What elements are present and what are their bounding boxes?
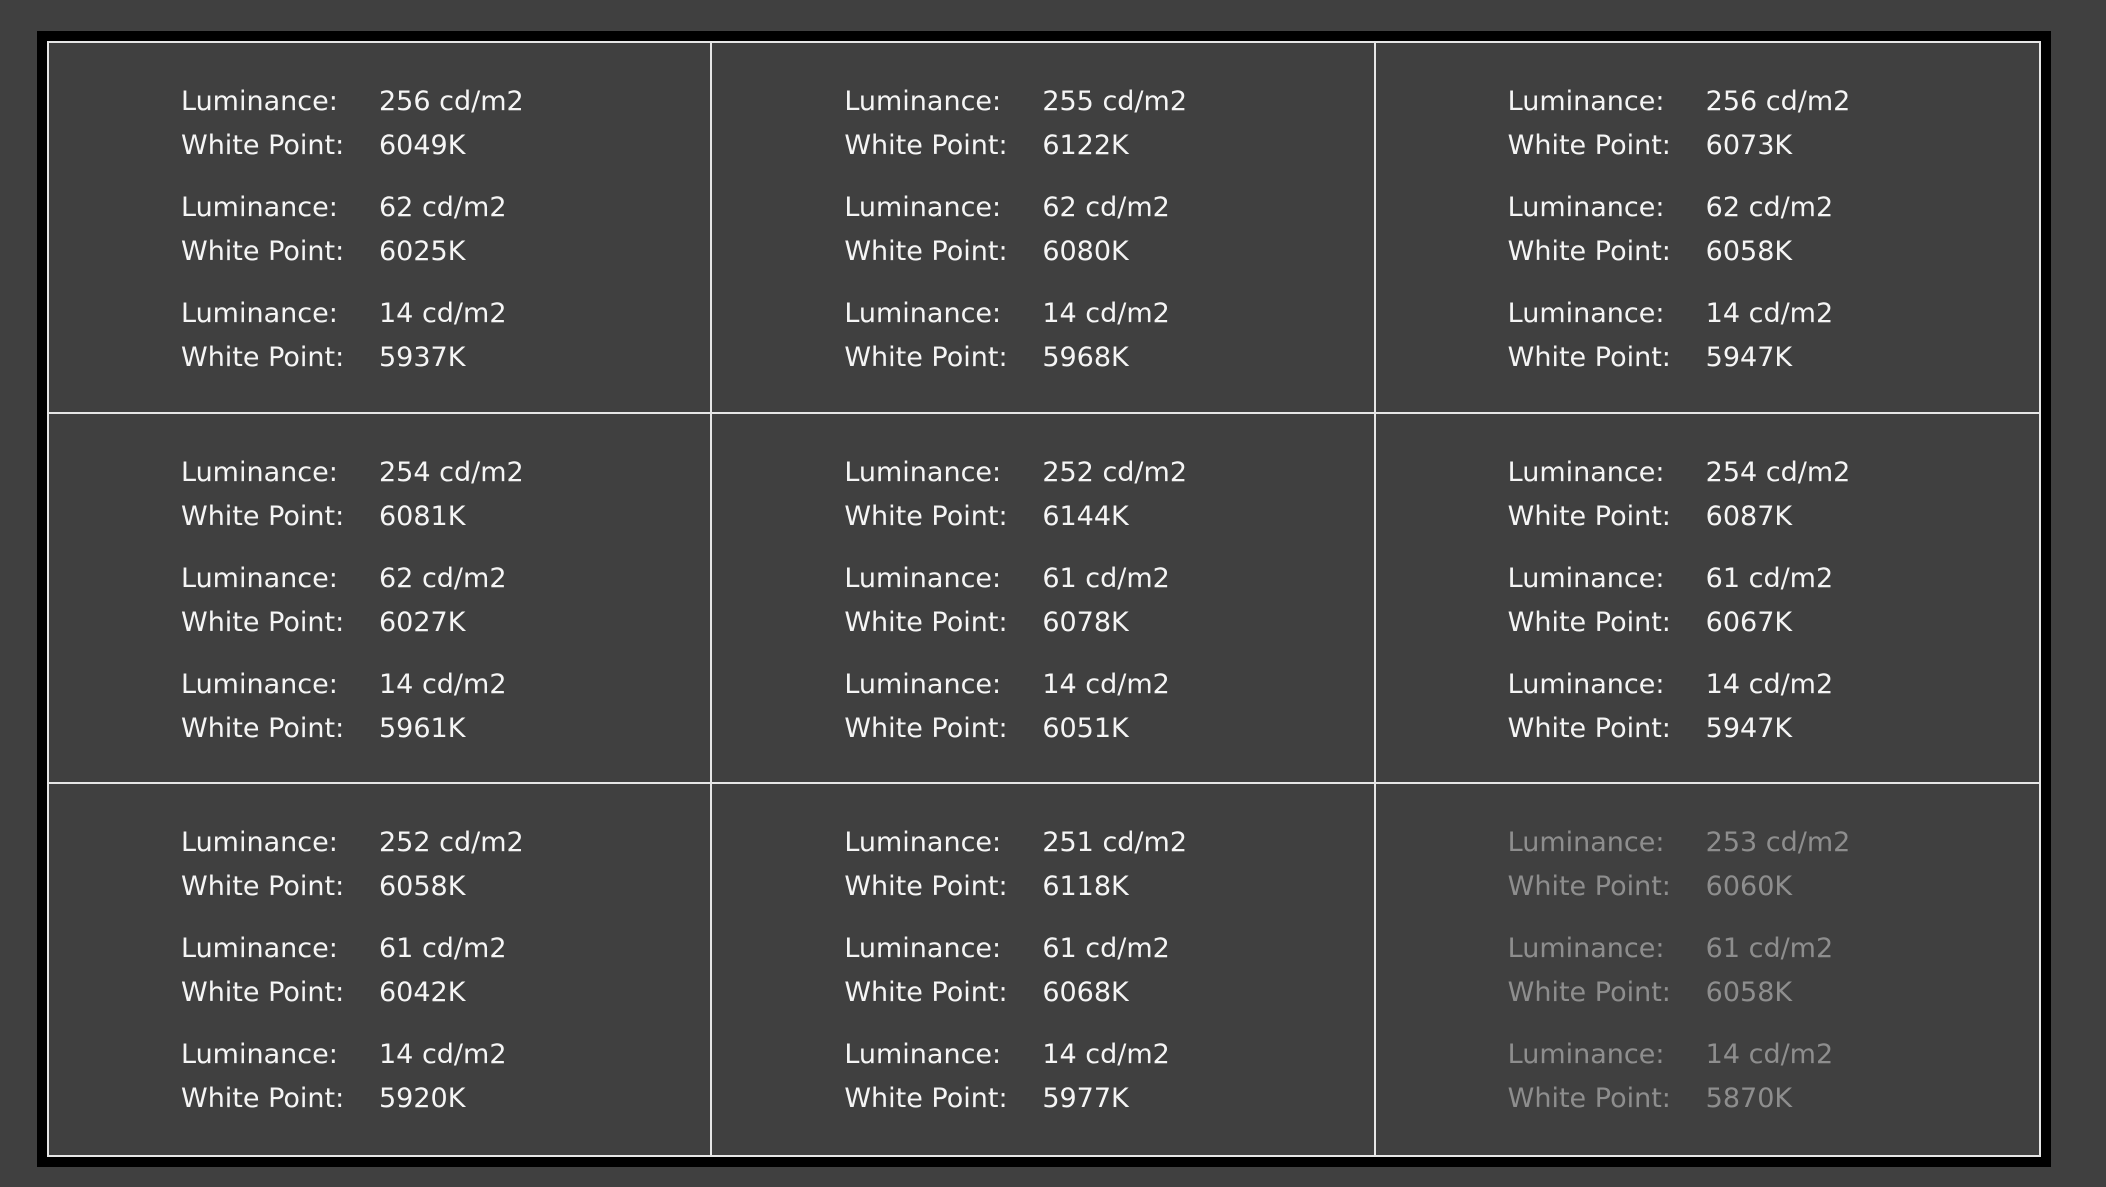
white-point-row [844,495,1187,539]
white-point-label: White Point: [181,871,345,903]
luminance-label: Luminance: [1507,1039,1665,1071]
white-point-value: 5947K [1705,342,1793,373]
white-point-row [844,336,1187,380]
white-point-value: 6144K [1042,500,1129,532]
measurement-group [844,663,1187,751]
grid-cell-bottom-right [1376,784,2039,1155]
white-point-value: 6058K [1705,977,1793,1009]
white-point-row [1508,971,1851,1015]
luminance-value: 14 cd/m2 [1042,298,1170,329]
white-point-label: White Point: [181,1083,345,1115]
measurement-group [844,80,1187,168]
white-point-value: 6042K [379,977,466,1009]
white-point-value: 5968K [1042,342,1129,373]
grid-cell-bottom-center [712,784,1375,1155]
white-point-label: White Point: [844,130,1008,161]
luminance-value: 254 cd/m2 [1705,456,1851,488]
measurement-group [1508,292,1851,380]
white-point-label: White Point: [1507,712,1671,744]
white-point-label: White Point: [181,342,345,373]
measurement-group [844,557,1187,645]
white-point-row [1508,336,1851,380]
white-point-row [1508,230,1851,274]
white-point-row [1508,601,1851,645]
luminance-label: Luminance: [1507,827,1665,859]
white-point-label: White Point: [844,712,1008,744]
grid-cell-top-center [712,43,1375,414]
white-point-label: White Point: [1507,871,1671,903]
measurement-group [181,557,524,645]
measurement-group [844,292,1187,380]
luminance-value: 256 cd/m2 [379,86,524,117]
white-point-row [844,971,1187,1015]
white-point-row [844,230,1187,274]
luminance-label: Luminance: [181,827,338,859]
white-point-value: 5961K [379,712,466,744]
white-point-label: White Point: [181,977,345,1009]
luminance-row [844,557,1187,601]
luminance-row [181,821,524,865]
white-point-row [844,865,1187,909]
white-point-label: White Point: [181,712,345,744]
white-point-row [844,124,1187,168]
uniformity-grid [47,41,2041,1157]
cell-measurements [844,80,1187,398]
measurement-group [1508,557,1851,645]
luminance-value: 255 cd/m2 [1042,86,1188,117]
luminance-label: Luminance: [1507,562,1665,594]
white-point-value: 6068K [1042,977,1129,1009]
luminance-value: 61 cd/m2 [1705,933,1834,965]
white-point-row [1508,495,1851,539]
white-point-label: White Point: [181,130,345,161]
white-point-row [1508,124,1851,168]
luminance-label: Luminance: [181,933,338,965]
luminance-value: 253 cd/m2 [1705,827,1851,859]
white-point-value: 6087K [1705,500,1793,532]
white-point-row [181,124,524,168]
measurement-group [1508,1033,1851,1121]
luminance-row [1508,663,1851,707]
luminance-row [181,186,524,230]
white-point-value: 6058K [1705,236,1793,267]
white-point-label: White Point: [1507,130,1671,161]
luminance-row [1508,186,1851,230]
luminance-row [844,1033,1187,1077]
white-point-row [844,707,1187,751]
luminance-value: 256 cd/m2 [1705,86,1851,117]
white-point-value: 6051K [1042,712,1129,744]
white-point-row [181,971,524,1015]
cell-measurements [844,821,1187,1139]
white-point-value: 5870K [1705,1083,1793,1115]
white-point-value: 6122K [1042,130,1129,161]
white-point-value: 6081K [379,500,466,532]
luminance-value: 14 cd/m2 [1705,668,1834,700]
white-point-row [181,601,524,645]
grid-cell-middle-right [1376,414,2039,785]
measurement-group [181,1033,524,1121]
white-point-row [181,1077,524,1121]
cell-measurements [1508,80,1851,398]
white-point-value: 5937K [379,342,466,373]
white-point-value: 6078K [1042,606,1129,638]
luminance-label: Luminance: [1507,933,1665,965]
measurement-group [1508,663,1851,751]
measurement-group [181,821,524,909]
white-point-label: White Point: [1507,1083,1671,1115]
white-point-row [181,230,524,274]
measurement-group [1508,80,1851,168]
luminance-value: 62 cd/m2 [1042,192,1170,223]
white-point-label: White Point: [844,500,1008,532]
white-point-value: 5977K [1042,1083,1129,1115]
luminance-label: Luminance: [844,298,1002,329]
measurement-group [844,186,1187,274]
luminance-row [181,663,524,707]
luminance-row [844,451,1187,495]
luminance-row [181,557,524,601]
white-point-label: White Point: [1507,606,1671,638]
luminance-row [181,292,524,336]
cell-measurements [1508,451,1851,769]
luminance-row [181,80,524,124]
white-point-label: White Point: [1507,977,1671,1009]
luminance-value: 251 cd/m2 [1042,827,1188,859]
white-point-row [1508,707,1851,751]
luminance-row [1508,80,1851,124]
luminance-label: Luminance: [844,456,1002,488]
white-point-value: 6025K [379,236,466,267]
white-point-label: White Point: [1507,342,1671,373]
measurement-group [181,80,524,168]
luminance-label: Luminance: [844,86,1002,117]
luminance-label: Luminance: [1507,298,1665,329]
luminance-value: 14 cd/m2 [1042,1039,1170,1071]
luminance-row [844,663,1187,707]
white-point-value: 6027K [379,606,466,638]
white-point-label: White Point: [844,1083,1008,1115]
white-point-value: 6060K [1705,871,1793,903]
cell-measurements [181,451,524,769]
white-point-label: White Point: [844,977,1008,1009]
measurement-group [181,292,524,380]
luminance-row [844,292,1187,336]
grid-cell-top-left [49,43,712,414]
measurement-group [181,451,524,539]
luminance-label: Luminance: [844,933,1002,965]
white-point-value: 6118K [1042,871,1129,903]
white-point-value: 5947K [1705,712,1793,744]
white-point-row [844,601,1187,645]
luminance-row [1508,557,1851,601]
white-point-value: 6067K [1705,606,1793,638]
luminance-row [181,451,524,495]
grid-cell-bottom-left [49,784,712,1155]
white-point-row [181,865,524,909]
luminance-label: Luminance: [181,86,338,117]
luminance-label: Luminance: [844,192,1002,223]
luminance-row [844,821,1187,865]
measurement-group [1508,927,1851,1015]
white-point-label: White Point: [1507,500,1671,532]
luminance-value: 61 cd/m2 [379,933,507,965]
luminance-value: 62 cd/m2 [1705,192,1834,223]
white-point-value: 6080K [1042,236,1129,267]
white-point-label: White Point: [181,236,345,267]
cell-measurements [1508,821,1851,1139]
luminance-value: 14 cd/m2 [1705,298,1834,329]
measurement-group [181,663,524,751]
luminance-value: 254 cd/m2 [379,456,524,488]
measurement-group [181,186,524,274]
luminance-row [1508,451,1851,495]
luminance-value: 61 cd/m2 [1705,562,1834,594]
luminance-row [844,80,1187,124]
luminance-value: 14 cd/m2 [379,1039,507,1071]
white-point-value: 6058K [379,871,466,903]
luminance-label: Luminance: [181,192,338,223]
white-point-row [1508,865,1851,909]
luminance-row [181,927,524,971]
cell-measurements [844,451,1187,769]
luminance-row [1508,927,1851,971]
white-point-row [181,495,524,539]
luminance-label: Luminance: [1507,668,1665,700]
measurement-group [1508,821,1851,909]
luminance-value: 14 cd/m2 [1705,1039,1834,1071]
luminance-row [1508,821,1851,865]
white-point-label: White Point: [181,606,345,638]
white-point-label: White Point: [844,871,1008,903]
luminance-label: Luminance: [1507,456,1665,488]
luminance-value: 62 cd/m2 [379,192,507,223]
luminance-label: Luminance: [844,562,1002,594]
luminance-value: 62 cd/m2 [379,562,507,594]
white-point-value: 6049K [379,130,466,161]
luminance-row [1508,292,1851,336]
luminance-label: Luminance: [181,562,338,594]
measurement-group [844,1033,1187,1121]
white-point-value: 6073K [1705,130,1793,161]
luminance-label: Luminance: [844,1039,1002,1071]
luminance-label: Luminance: [844,827,1002,859]
luminance-value: 14 cd/m2 [1042,668,1170,700]
grid-cell-middle-left [49,414,712,785]
luminance-label: Luminance: [181,298,338,329]
cell-measurements [181,80,524,398]
luminance-value: 14 cd/m2 [379,298,507,329]
measurement-group [844,821,1187,909]
white-point-label: White Point: [1507,236,1671,267]
grid-cell-center [712,414,1375,785]
luminance-label: Luminance: [181,1039,338,1071]
luminance-row [844,186,1187,230]
luminance-label: Luminance: [181,456,338,488]
white-point-label: White Point: [844,342,1008,373]
luminance-row [1508,1033,1851,1077]
luminance-label: Luminance: [844,668,1002,700]
luminance-value: 252 cd/m2 [1042,456,1188,488]
measurement-group [1508,451,1851,539]
white-point-label: White Point: [844,236,1008,267]
luminance-row [181,1033,524,1077]
luminance-label: Luminance: [1507,86,1665,117]
white-point-row [181,707,524,751]
white-point-value: 5920K [379,1083,466,1115]
luminance-value: 14 cd/m2 [379,668,507,700]
measurement-group [844,927,1187,1015]
measurement-group [1508,186,1851,274]
white-point-row [844,1077,1187,1121]
luminance-row [844,927,1187,971]
luminance-value: 61 cd/m2 [1042,562,1170,594]
cell-measurements [181,821,524,1139]
white-point-row [1508,1077,1851,1121]
luminance-label: Luminance: [181,668,338,700]
white-point-row [181,336,524,380]
white-point-label: White Point: [181,500,345,532]
white-point-label: White Point: [844,606,1008,638]
luminance-value: 61 cd/m2 [1042,933,1170,965]
luminance-value: 252 cd/m2 [379,827,524,859]
grid-cell-top-right [1376,43,2039,414]
measurement-group [181,927,524,1015]
measurement-group [844,451,1187,539]
luminance-label: Luminance: [1507,192,1665,223]
